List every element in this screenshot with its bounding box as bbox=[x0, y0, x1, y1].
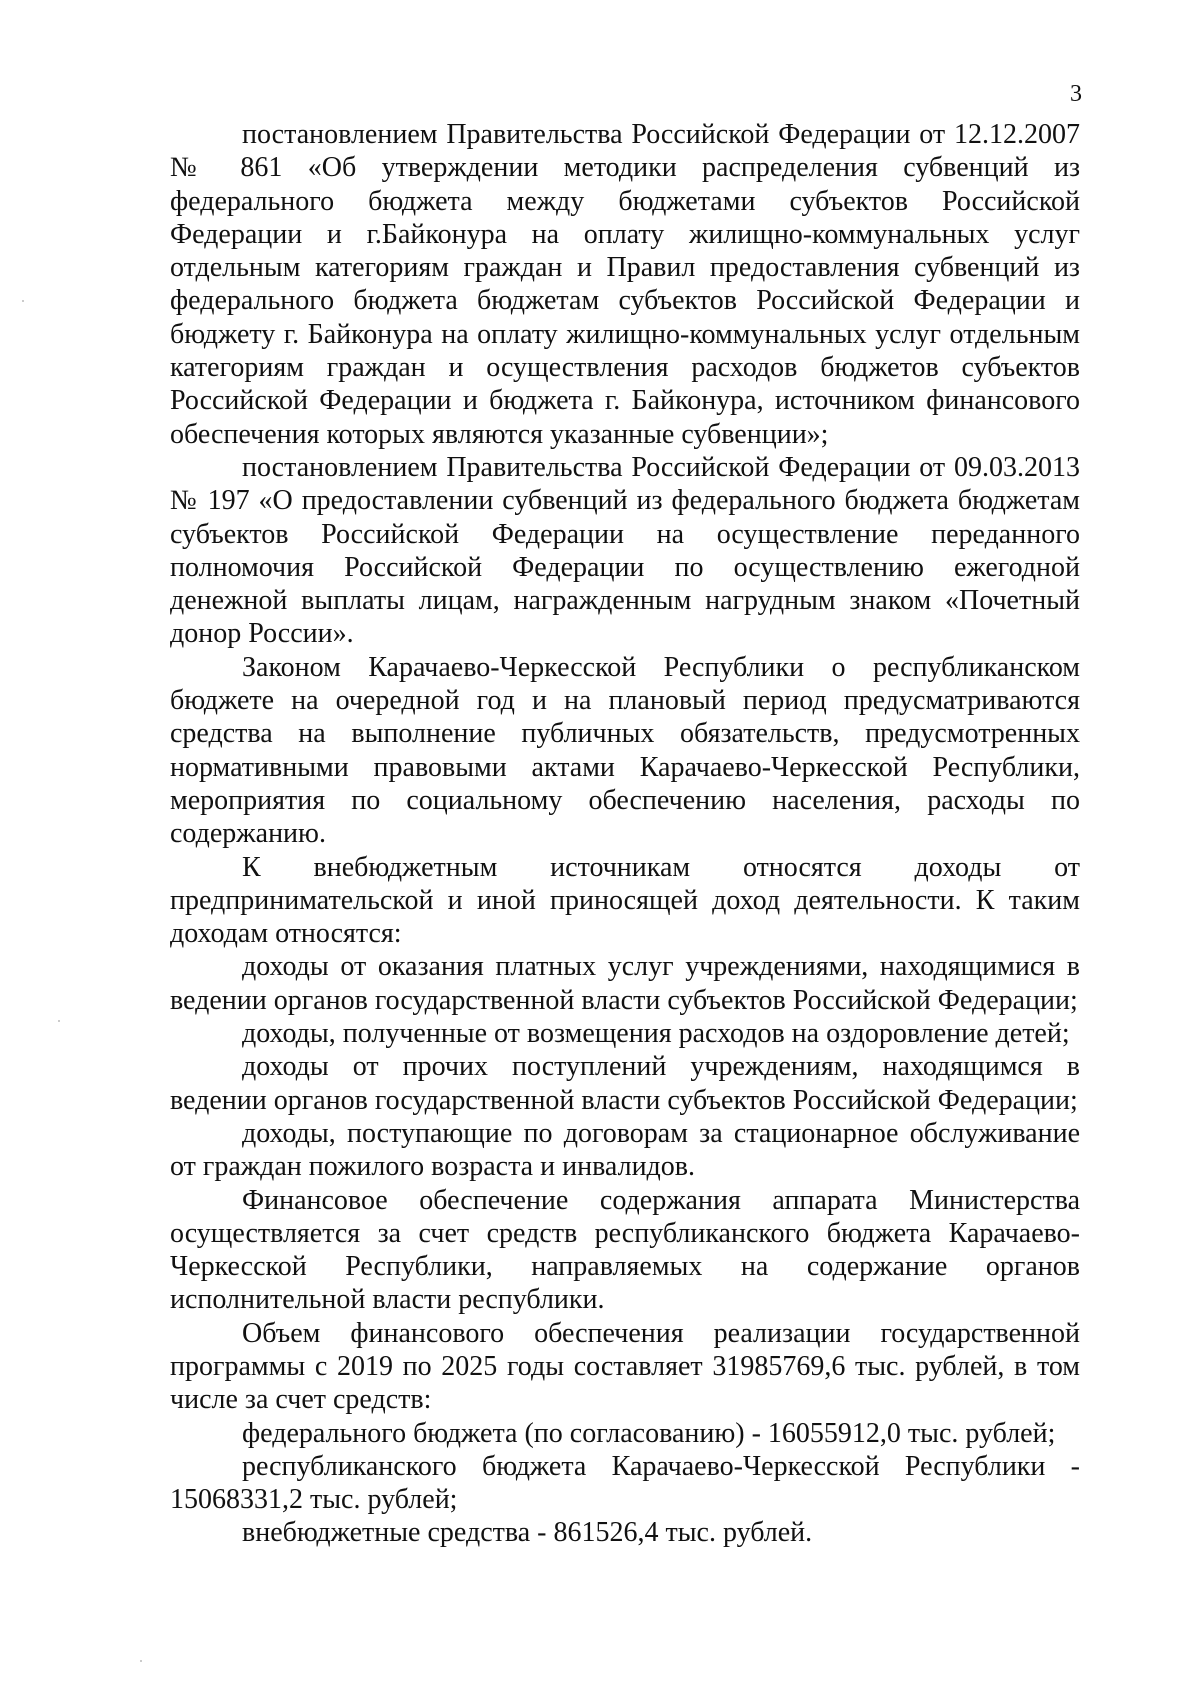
paragraph-republic-budget: республиканского бюджета Карачаево-Черкесской Республики - 15068331,2 тыс. рублей; bbox=[170, 1450, 1080, 1516]
paragraph-decree-861: постановлением Правительства Российской Федерации от 12.12.2007 № 861 «Об утверждении методики распределения субвенций из федерального бюджета между бюджетами субъектов Российской Федерации и г.Байконура на оплату жилищно-коммунальных услуг отдельным категориям граждан и Правил предоставления субвенций из федерального бюджета бюджетам субъектов Российской Федерации и бюджету г. Байконура на оплату жилищно-коммунальных услуг отдельным категориям граждан и осуществления расходов бюджетов субъектов Российской Федерации и бюджета г. Байконура, источником финансового обеспечения которых являются указанные субвенции»; bbox=[170, 119, 1080, 450]
paragraph-ministry-financing: Финансовое обеспечение содержания аппарата Министерства осуществляется за счет средств республиканского бюджета Карачаево-Черкесской Республики, направляемых на содержание органов исполнительной власти республики. bbox=[170, 1184, 1080, 1316]
paragraph-republic-law: Законом Карачаево-Черкесской Республики о республиканском бюджете на очередной год и на плановый период предусматриваются средства на выполнение публичных обязательств, предусмотренных нормативными правовыми актами Карачаево-Черкесской Республики, мероприятия по социальному обеспечению населения, расходы по содержанию. bbox=[170, 651, 1080, 850]
paragraph-income-paid-services: доходы от оказания платных услуг учреждениями, находящимися в ведении органов государственной власти субъектов Российской Федерации; bbox=[170, 951, 1080, 1016]
paragraph-extrabudgetary-funds: внебюджетные средства - 861526,4 тыс. рублей. bbox=[242, 1517, 813, 1549]
document-body bbox=[170, 118, 1080, 1550]
scan-speck bbox=[140, 1660, 142, 1662]
paragraph-program-volume: Объем финансового обеспечения реализации государственной программы с 2019 по 2025 годы составляет 31985769,6 тыс. рублей, в том числе за счет средств: bbox=[170, 1317, 1080, 1416]
paragraph-income-other-receipts: доходы от прочих поступлений учреждениям, находящимся в ведении органов государственной власти субъектов Российской Федерации; bbox=[170, 1051, 1080, 1116]
page-number: 3 bbox=[1070, 81, 1082, 107]
scan-speck bbox=[22, 300, 24, 302]
paragraph-extrabudgetary-sources: К внебюджетным источникам относятся доходы от предпринимательской и иной приносящей доход деятельности. К таким доходам относятся: bbox=[170, 851, 1080, 950]
paragraph-income-inpatient-care: доходы, поступающие по договорам за стационарное обслуживание от граждан пожилого возраста и инвалидов. bbox=[170, 1117, 1080, 1183]
scan-speck bbox=[58, 1020, 60, 1022]
paragraph-income-child-recovery: доходы, полученные от возмещения расходов на оздоровление детей; bbox=[242, 1018, 1070, 1050]
paragraph-decree-197: постановлением Правительства Российской Федерации от 09.03.2013 № 197 «О предоставлении субвенций из федерального бюджета бюджетам субъектов Российской Федерации на осуществление переданного полномочия Российской Федерации по осуществлению ежегодной денежной выплаты лицам, награжденным нагрудным знаком «Почетный донор России». bbox=[170, 451, 1080, 650]
paragraph-federal-budget: федерального бюджета (по согласованию) - 16055912,0 тыс. рублей; bbox=[242, 1417, 1056, 1449]
